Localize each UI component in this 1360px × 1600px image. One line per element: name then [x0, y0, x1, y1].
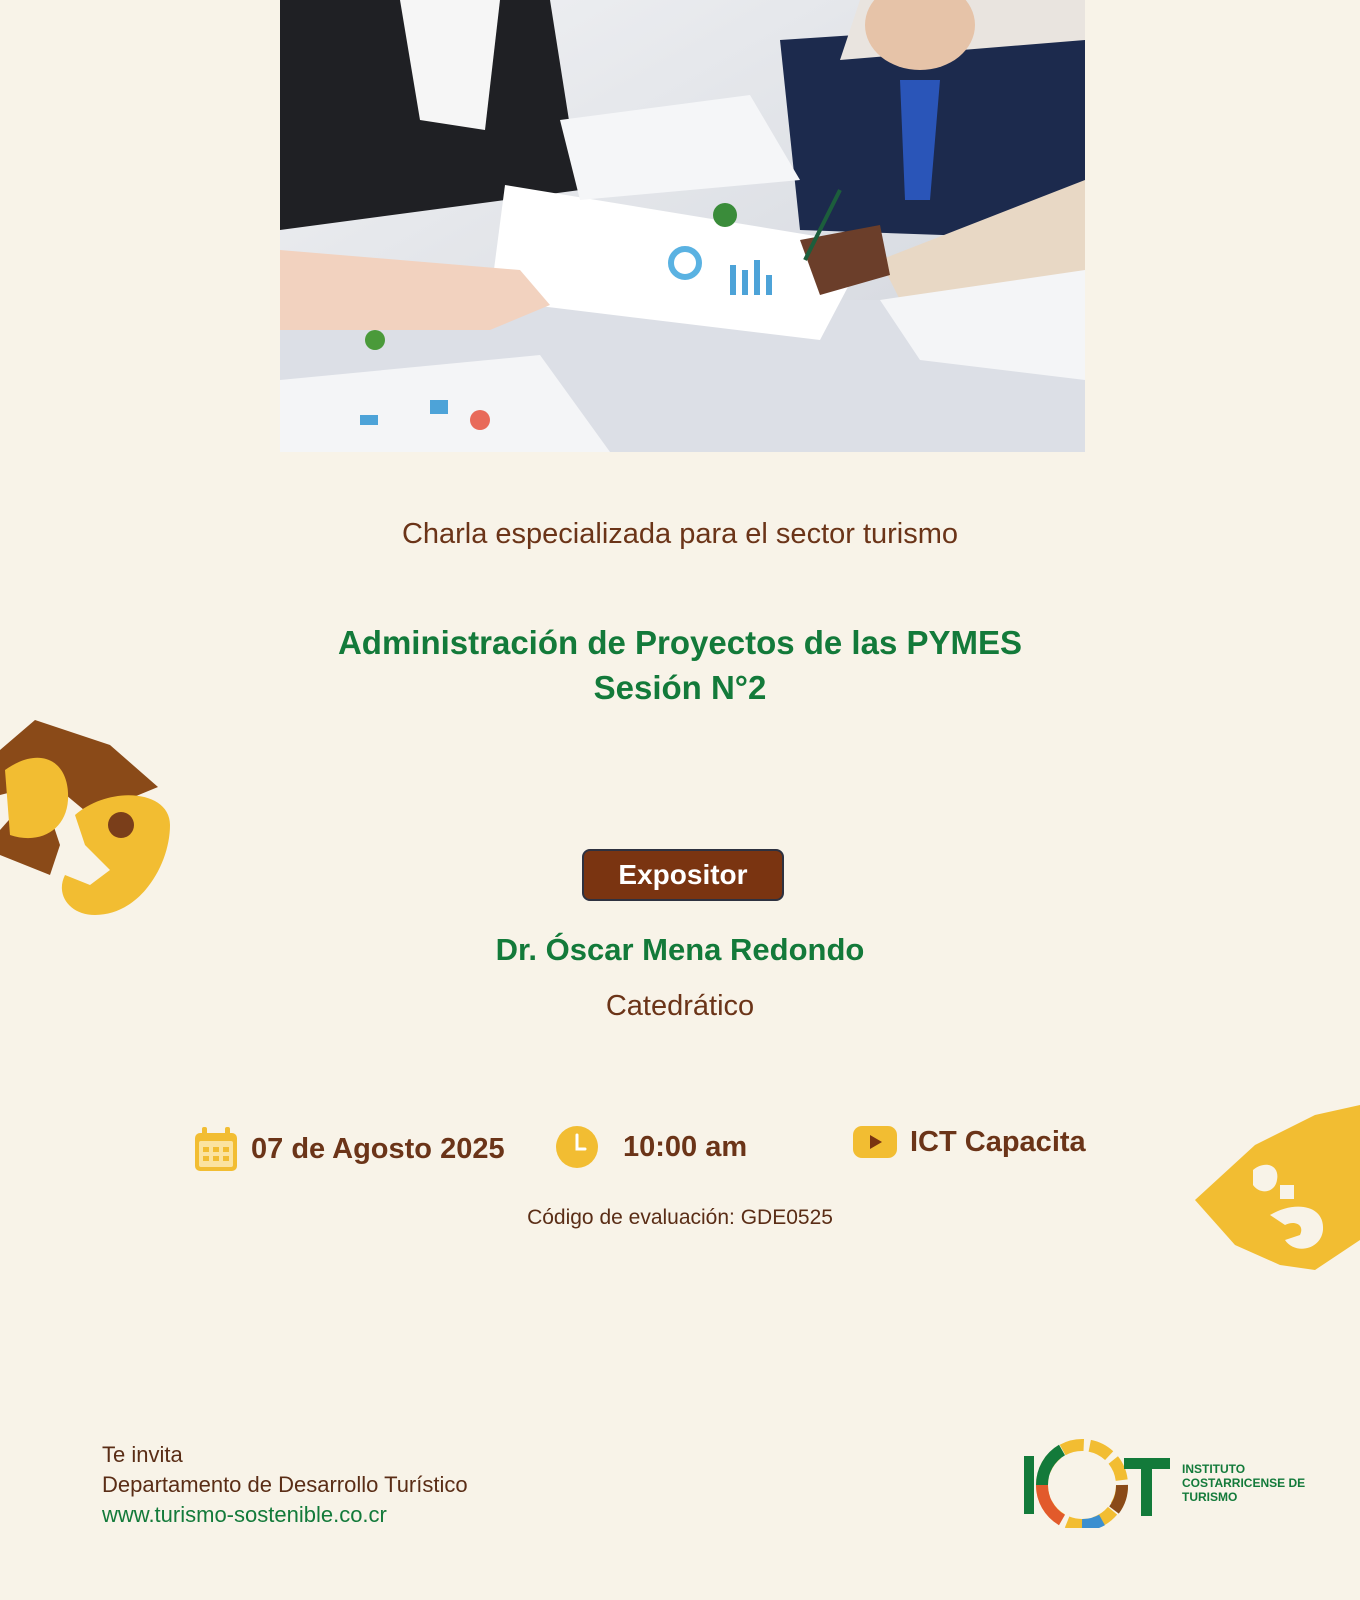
- event-title: [0, 620, 1360, 710]
- event-date: [193, 1125, 505, 1173]
- footer-invite: Te invita: [102, 1442, 183, 1467]
- footer-website: www.turismo-sostenible.co.cr: [102, 1502, 387, 1527]
- meeting-photo-illustration: [280, 0, 1085, 452]
- ict-logo-mark: [1022, 1438, 1172, 1528]
- speaker-role: Catedrático: [605, 990, 755, 1022]
- footer-credits: [102, 1440, 468, 1530]
- header-photo: [280, 0, 1085, 452]
- speaker-badge: Expositor: [582, 849, 784, 901]
- event-date-text: 07 de Agosto 2025: [251, 1132, 505, 1165]
- youtube-play-icon: [852, 1125, 898, 1159]
- evaluation-code: Código de evaluación: GDE0525: [527, 1206, 833, 1229]
- decorative-shape-right: [1195, 1105, 1360, 1275]
- event-channel: [852, 1125, 1086, 1159]
- event-channel-text: ICT Capacita: [910, 1125, 1086, 1158]
- ict-logo-line1: INSTITUTO: [1182, 1462, 1246, 1476]
- event-title-line1: Administración de Proyectos de las PYMES: [337, 624, 1023, 661]
- event-time-text: 10:00 am: [623, 1130, 748, 1163]
- calendar-icon: [193, 1125, 239, 1173]
- decorative-shape-left: [0, 715, 175, 920]
- event-time: [555, 1125, 747, 1169]
- footer-department: Departamento de Desarrollo Turístico: [102, 1472, 468, 1497]
- ict-logo-line2: COSTARRICENSE DE: [1182, 1476, 1306, 1490]
- ict-logo-text: [1182, 1462, 1305, 1504]
- event-title-line2: Sesión N°2: [593, 669, 767, 706]
- ict-logo: [1022, 1438, 1305, 1528]
- event-subtitle: Charla especializada para el sector turismo: [401, 518, 959, 550]
- speaker-name: Dr. Óscar Mena Redondo: [495, 932, 865, 967]
- ict-logo-line3: TURISMO: [1182, 1490, 1238, 1504]
- ict-logo-letters: ICT: [1022, 1438, 1024, 1439]
- clock-icon: [555, 1125, 599, 1169]
